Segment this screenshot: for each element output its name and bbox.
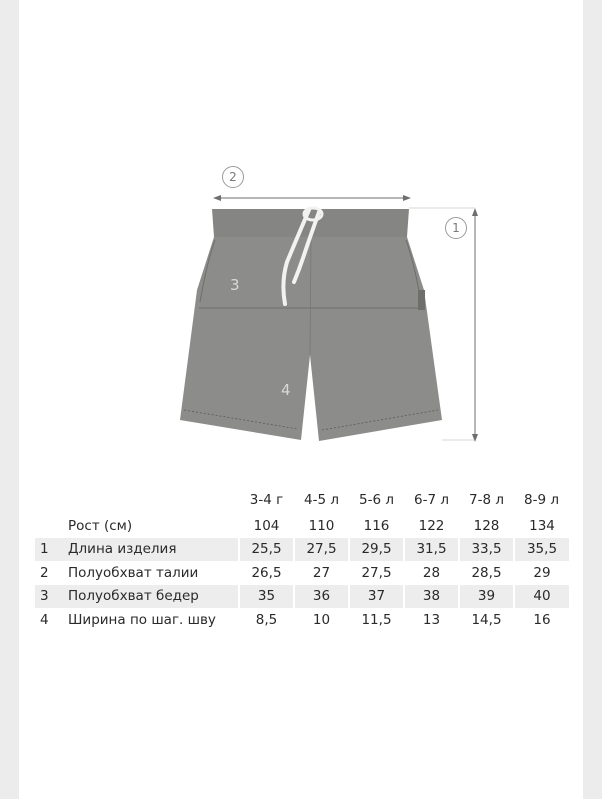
table-cell: 11,5	[349, 608, 404, 632]
size-chart-page	[19, 0, 583, 799]
table-cell: 28,5	[459, 561, 514, 585]
table-cell: 16	[514, 608, 569, 632]
table-cell: 13	[404, 608, 459, 632]
size-column-header: 6-7 л	[414, 492, 449, 508]
table-cell: 27	[294, 561, 349, 585]
size-column-header: 5-6 л	[359, 492, 394, 508]
marker-3: 3	[230, 276, 240, 294]
table-cell: 40	[514, 585, 569, 609]
marker-2: 2	[222, 166, 244, 188]
shorts-illustration	[19, 0, 583, 460]
row-number: 3	[35, 585, 68, 609]
table-cell: 35	[239, 585, 294, 609]
table-cell: 116	[349, 514, 404, 538]
table-cell: 26,5	[239, 561, 294, 585]
table-cell: 37	[349, 585, 404, 609]
table-cell: 14,5	[459, 608, 514, 632]
table-cell: 36	[294, 585, 349, 609]
table-cell: 128	[459, 514, 514, 538]
table-cell: 28	[404, 561, 459, 585]
row-number: 1	[35, 538, 68, 562]
row-label: Ширина по шаг. шву	[68, 611, 216, 628]
row-label: Полуобхват бедер	[68, 585, 239, 609]
size-column-header: 8-9 л	[524, 492, 559, 508]
table-row-waist	[35, 561, 569, 585]
table-row-height	[35, 514, 569, 538]
table-cell: 110	[294, 514, 349, 538]
size-column-header: 7-8 л	[469, 492, 504, 508]
row-number	[35, 514, 68, 538]
size-header-row	[35, 486, 569, 514]
table-cell: 8,5	[239, 608, 294, 632]
table-cell: 29	[514, 561, 569, 585]
table-cell: 27,5	[294, 538, 349, 562]
size-column-header: 3-4 г	[249, 492, 284, 508]
table-cell: 35,5	[514, 538, 569, 562]
row-label: Рост (см)	[68, 517, 133, 534]
table-cell: 134	[514, 514, 569, 538]
table-cell: 27,5	[349, 561, 404, 585]
table-cell: 31,5	[404, 538, 459, 562]
shorts-measurement-diagram	[19, 0, 583, 460]
table-cell: 29,5	[349, 538, 404, 562]
row-label: Полуобхват талии	[68, 564, 199, 581]
size-table	[35, 486, 569, 632]
table-cell: 38	[404, 585, 459, 609]
size-column-header: 4-5 л	[304, 492, 339, 508]
table-cell: 25,5	[239, 538, 294, 562]
table-row-length	[35, 538, 569, 562]
marker-4: 4	[281, 381, 291, 399]
marker-1: 1	[445, 217, 467, 239]
table-cell: 122	[404, 514, 459, 538]
row-number: 4	[40, 611, 49, 628]
row-number: 2	[40, 564, 49, 581]
table-cell: 10	[294, 608, 349, 632]
table-row-inseam	[35, 608, 569, 632]
table-cell: 39	[459, 585, 514, 609]
table-cell: 33,5	[459, 538, 514, 562]
row-label: Длина изделия	[68, 538, 239, 562]
table-row-hips	[35, 585, 569, 609]
table-cell: 104	[239, 514, 294, 538]
